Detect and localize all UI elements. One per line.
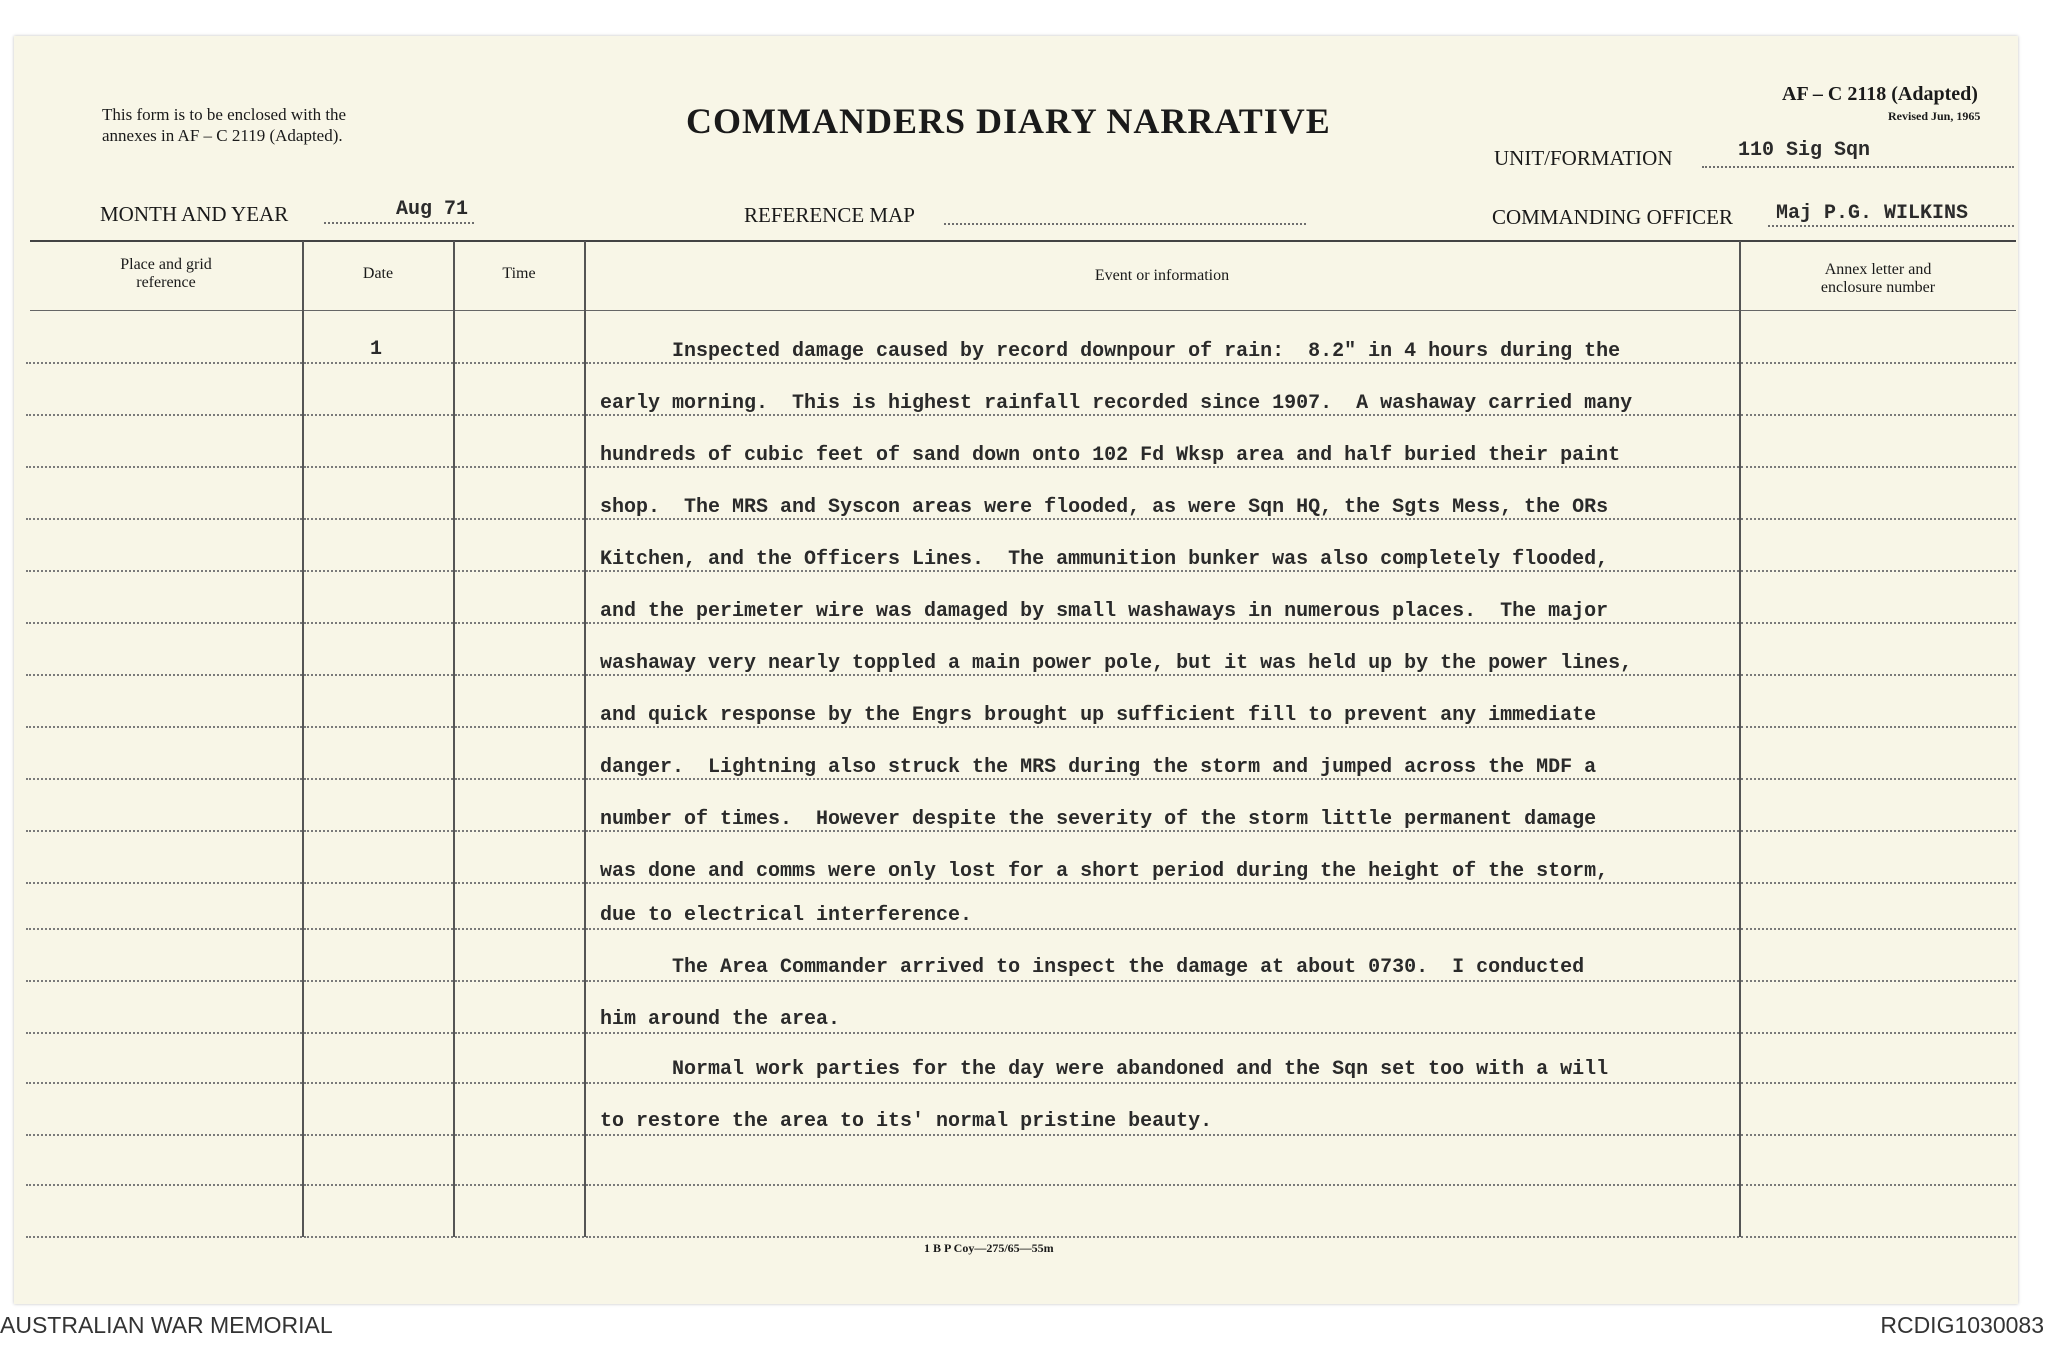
commanding-officer-label: COMMANDING OFFICER bbox=[1492, 205, 1733, 229]
ruled-row-line bbox=[304, 980, 453, 982]
table-top-rule bbox=[30, 240, 2016, 242]
ruled-row-line bbox=[586, 1236, 1739, 1238]
reference-map-label: REFERENCE MAP bbox=[744, 203, 915, 227]
ruled-row-line bbox=[1741, 466, 2016, 468]
column-divider-event-annex bbox=[1739, 241, 1741, 1237]
ruled-row-line bbox=[455, 414, 584, 416]
header-annex-enclosure bbox=[1740, 261, 2016, 297]
ruled-row-line bbox=[304, 362, 453, 364]
header-annex-line-2: enclosure number bbox=[1820, 279, 1936, 296]
ruled-row-line bbox=[1741, 830, 2016, 832]
ruled-row-line bbox=[26, 1082, 302, 1084]
ruled-row-line bbox=[26, 1134, 302, 1136]
ruled-row-line bbox=[1741, 518, 2016, 520]
ruled-row-line bbox=[26, 674, 302, 676]
ruled-row-line bbox=[26, 882, 302, 884]
ruled-row-line bbox=[26, 726, 302, 728]
ruled-row-line bbox=[586, 1032, 1739, 1034]
ruled-row-line bbox=[455, 362, 584, 364]
narrative-line-9: danger. Lightning also struck the MRS during the storm and jumped across the MDF a bbox=[600, 756, 1597, 779]
ruled-row-line bbox=[1741, 570, 2016, 572]
column-divider-time-event bbox=[584, 241, 586, 1237]
unit-label: UNIT/FORMATION bbox=[1494, 146, 1673, 170]
revised-date: Revised Jun, 1965 bbox=[1888, 109, 1981, 123]
unit-dotted-line bbox=[1702, 166, 2014, 168]
ruled-row-line bbox=[586, 980, 1739, 982]
ruled-row-line bbox=[455, 622, 584, 624]
footer-record-id: RCDIG1030083 bbox=[1880, 1312, 2044, 1338]
ruled-row-line bbox=[304, 778, 453, 780]
ruled-row-line bbox=[26, 570, 302, 572]
ruled-row-line bbox=[455, 882, 584, 884]
ruled-row-line bbox=[455, 570, 584, 572]
ruled-row-line bbox=[1741, 980, 2016, 982]
ruled-row-line bbox=[304, 1082, 453, 1084]
ruled-row-line bbox=[304, 1236, 453, 1238]
narrative-line-7: washaway very nearly toppled a main power pole, but it was held up by the power lines, bbox=[600, 652, 1633, 675]
ruled-row-line bbox=[26, 518, 302, 520]
ruled-row-line bbox=[304, 466, 453, 468]
ruled-row-line bbox=[1741, 1184, 2016, 1186]
ruled-row-line bbox=[304, 928, 453, 930]
commanding-officer-dotted-line bbox=[1768, 225, 2014, 227]
ruled-row-line bbox=[26, 466, 302, 468]
ruled-row-line bbox=[304, 674, 453, 676]
ruled-row-line bbox=[26, 830, 302, 832]
ruled-row-line bbox=[304, 622, 453, 624]
commanding-officer-value: Maj P.G. WILKINS bbox=[1776, 202, 1969, 225]
ruled-row-line bbox=[26, 1184, 302, 1186]
ruled-row-line bbox=[304, 1134, 453, 1136]
ruled-row-line bbox=[304, 830, 453, 832]
ruled-row-line bbox=[586, 1184, 1739, 1186]
month-year-dotted-line bbox=[324, 222, 474, 224]
table-header-rule bbox=[30, 310, 2016, 311]
ruled-row-line bbox=[586, 1134, 1739, 1136]
ruled-row-line bbox=[455, 1184, 584, 1186]
narrative-line-15: Normal work parties for the day were abandoned and the Sqn set too with a will bbox=[600, 1058, 1609, 1081]
ruled-row-line bbox=[304, 1184, 453, 1186]
ruled-row-line bbox=[455, 518, 584, 520]
narrative-line-10: number of times. However despite the severity of the storm little permanent damage bbox=[600, 808, 1597, 831]
ruled-row-line bbox=[26, 362, 302, 364]
header-time: Time bbox=[502, 265, 536, 282]
ruled-row-line bbox=[1741, 362, 2016, 364]
enclose-note-line-1: This form is to be enclosed with the bbox=[102, 105, 347, 124]
ruled-row-line bbox=[455, 674, 584, 676]
narrative-line-16: to restore the area to its' normal pristine beauty. bbox=[600, 1110, 1213, 1133]
ruled-row-line bbox=[1741, 1134, 2016, 1136]
column-divider-place-date bbox=[302, 241, 304, 1237]
ruled-row-line bbox=[455, 830, 584, 832]
narrative-line-5: Kitchen, and the Officers Lines. The ammunition bunker was also completely flooded, bbox=[600, 548, 1609, 571]
entry-date: 1 bbox=[370, 338, 383, 361]
ruled-row-line bbox=[455, 1032, 584, 1034]
header-place-line-2: reference bbox=[136, 274, 196, 291]
header-place-line-1: Place and grid bbox=[120, 256, 212, 273]
ruled-row-line bbox=[455, 1236, 584, 1238]
ruled-row-line bbox=[1741, 726, 2016, 728]
ruled-row-line bbox=[304, 1032, 453, 1034]
ruled-row-line bbox=[1741, 1032, 2016, 1034]
month-year-value: Aug 71 bbox=[396, 198, 469, 221]
narrative-line-2: early morning. This is highest rainfall recorded since 1907. A washaway carried many bbox=[600, 392, 1633, 415]
ruled-row-line bbox=[304, 726, 453, 728]
narrative-line-14: him around the area. bbox=[600, 1008, 841, 1031]
ruled-row-line bbox=[455, 466, 584, 468]
ruled-row-line bbox=[26, 980, 302, 982]
narrative-line-4: shop. The MRS and Syscon areas were flooded, as were Sqn HQ, the Sgts Mess, the ORs bbox=[600, 496, 1609, 519]
month-year-label: MONTH AND YEAR bbox=[100, 202, 289, 226]
ruled-row-line bbox=[1741, 1082, 2016, 1084]
narrative-line-11: was done and comms were only lost for a short period during the height of the storm, bbox=[600, 860, 1609, 883]
ruled-row-line bbox=[26, 1236, 302, 1238]
ruled-row-line bbox=[455, 726, 584, 728]
ruled-row-line bbox=[26, 414, 302, 416]
ruled-row-line bbox=[1741, 778, 2016, 780]
ruled-row-line bbox=[586, 928, 1739, 930]
ruled-row-line bbox=[1741, 414, 2016, 416]
narrative-line-6: and the perimeter wire was damaged by small washaways in numerous places. The major bbox=[600, 600, 1609, 623]
ruled-row-line bbox=[455, 1082, 584, 1084]
ruled-row-line bbox=[26, 778, 302, 780]
ruled-row-line bbox=[586, 1082, 1739, 1084]
ruled-row-line bbox=[455, 980, 584, 982]
header-date: Date bbox=[362, 265, 394, 282]
ruled-row-line bbox=[1741, 674, 2016, 676]
narrative-line-1: Inspected damage caused by record downpour of rain: 8.2" in 4 hours during the bbox=[600, 340, 1621, 363]
ruled-row-line bbox=[455, 778, 584, 780]
ruled-row-line bbox=[304, 882, 453, 884]
unit-value: 110 Sig Sqn bbox=[1738, 139, 1871, 162]
ruled-row-line bbox=[26, 928, 302, 930]
reference-map-dotted-line bbox=[944, 223, 1306, 225]
ruled-row-line bbox=[304, 518, 453, 520]
footer-institution: AUSTRALIAN WAR MEMORIAL bbox=[0, 1312, 333, 1338]
narrative-line-8: and quick response by the Engrs brought up sufficient fill to prevent any immediate bbox=[600, 704, 1597, 727]
header-annex-line-1: Annex letter and bbox=[1824, 261, 1932, 278]
form-number: AF – C 2118 (Adapted) bbox=[1782, 83, 1978, 105]
ruled-row-line bbox=[304, 414, 453, 416]
ruled-row-line bbox=[455, 1134, 584, 1136]
ruled-row-line bbox=[1741, 1236, 2016, 1238]
ruled-row-line bbox=[455, 928, 584, 930]
ruled-row-line bbox=[1741, 928, 2016, 930]
ruled-row-line bbox=[1741, 882, 2016, 884]
header-event-information: Event or information bbox=[1094, 267, 1230, 284]
narrative-line-12: due to electrical interference. bbox=[600, 904, 973, 927]
column-divider-date-time bbox=[453, 241, 455, 1237]
narrative-line-3: hundreds of cubic feet of sand down onto 102 Fd Wksp area and half buried their paint bbox=[600, 444, 1621, 467]
enclose-note-line-2: annexes in AF – C 2119 (Adapted). bbox=[102, 126, 343, 145]
ruled-row-line bbox=[304, 570, 453, 572]
printer-mark: 1 B P Coy—275/65—55m bbox=[924, 1241, 1054, 1255]
ruled-row-line bbox=[26, 622, 302, 624]
narrative-line-13: The Area Commander arrived to inspect the damage at about 0730. I conducted bbox=[600, 956, 1585, 979]
ruled-row-line bbox=[26, 1032, 302, 1034]
ruled-row-line bbox=[1741, 622, 2016, 624]
form-title: COMMANDERS DIARY NARRATIVE bbox=[686, 101, 1331, 141]
header-place-grid-reference bbox=[30, 256, 302, 292]
